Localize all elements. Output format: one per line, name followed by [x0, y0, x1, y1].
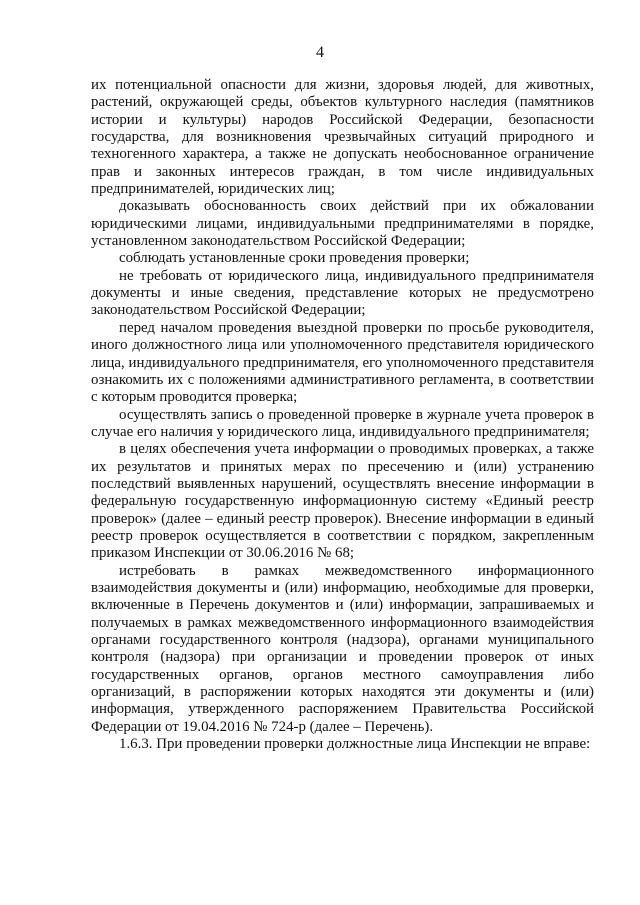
page-number: 4 — [316, 44, 324, 61]
paragraph: их потенциальной опасности для жизни, здоровья людей, для животных, растений, окружающей среды, объектов культурного наследия (памятников истории и культуры) народов Российской Федерации, безопасности государства, для возникновения чрезвычайных ситуаций природного и техногенного характера, а также не допускать необоснованное ограничение прав и законных интересов граждан, в том числе индивидуальных предпринимателей, юридических лиц; — [91, 77, 594, 198]
document-body — [91, 77, 594, 753]
paragraph: доказывать обоснованность своих действий при их обжаловании юридическими лицами, индивидуальными предпринимателями в порядке, установленном законодательством Российской Федерации; — [91, 198, 594, 250]
paragraph: соблюдать установленные сроки проведения проверки; — [119, 250, 470, 267]
paragraph: перед началом проведения выездной проверки по просьбе руководителя, иного должностного лица или уполномоченного представителя юридического лица, индивидуального предпринимателя, его уполномоченного представителя ознакомить их с положениями административного регламента, в соответствии с которым проводится проверка; — [91, 319, 594, 406]
paragraph: в целях обеспечения учета информации о проводимых проверках, а также их результатов и принятых мерах по пресечению и (или) устранению последствий выявленных нарушений, осуществлять внесение информации в федеральную государственную информационную систему «Единый реестр проверок» (далее – единый реестр проверок). Внесение информации в единый реестр проверок осуществляется в соответствии с порядком, закрепленным приказом Инспекции от 30.06.2016 № 68; — [91, 441, 594, 562]
paragraph: 1.6.3. При проведении проверки должностные лица Инспекции не вправе: — [119, 736, 591, 753]
paragraph: осуществлять запись о проведенной проверке в журнале учета проверок в случае его наличия у юридического лица, индивидуального предпринимателя; — [91, 406, 594, 440]
paragraph: не требовать от юридического лица, индивидуального предпринимателя документы и иные сведения, представление которых не предусмотрено законодательством Российской Федерации; — [91, 267, 594, 319]
paragraph: истребовать в рамках межведомственного информационного взаимодействия документы и (или) информацию, необходимые для проверки, включенные в Перечень документов и (или) информации, запрашиваемых и получаемых в рамках межведомственного информационного взаимодействия органами государственного контроля (надзора), органами муниципального контроля (надзора) при организации и проведении проверок от иных государственных органов, органов местного самоуправления либо организаций, в распоряжении которых находятся эти документы и (или) информация, утвержденного распоряжением Правительства Российской Федерации от 19.04.2016 № 724-р (далее – Перечень). — [91, 562, 594, 735]
